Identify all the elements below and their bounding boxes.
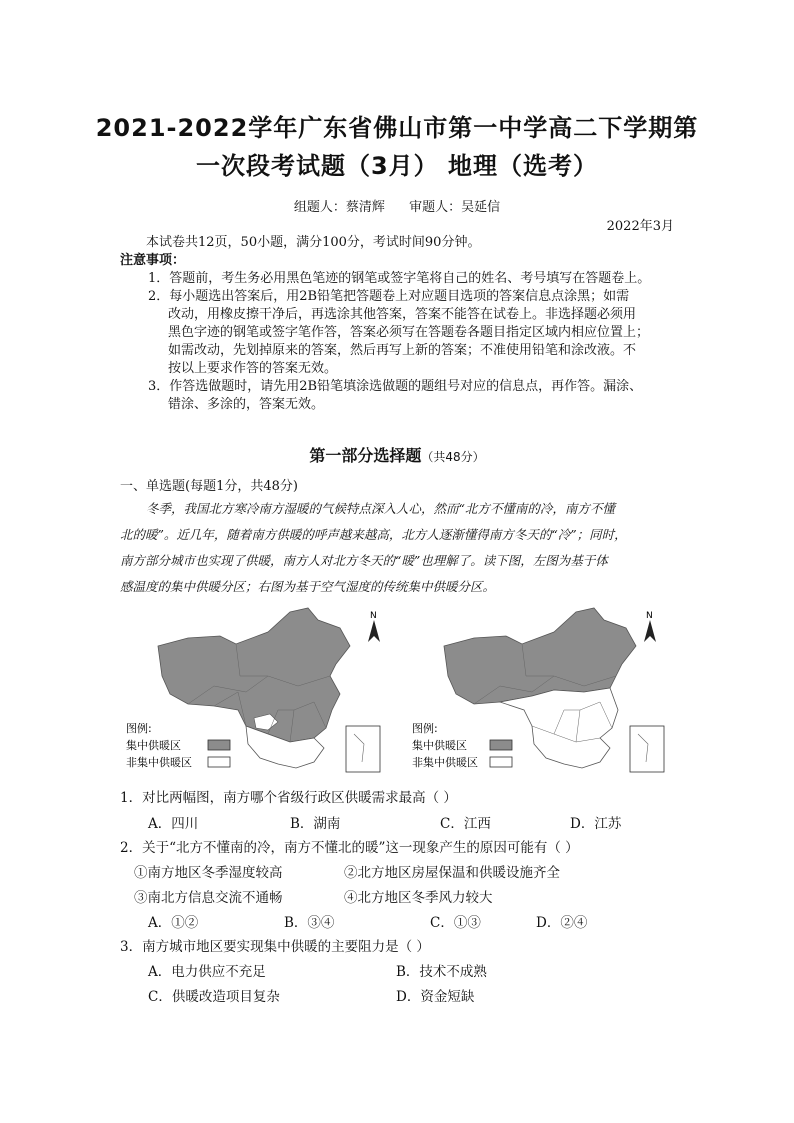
question-1-option-b[interactable]: B．湖南 bbox=[290, 816, 341, 832]
section-title-text: 第一部分选择题 bbox=[309, 446, 422, 465]
notice-line: 3．作答选做题时，请先用2B铅笔填涂选做题的题组号对应的信息点，再作答。漏涂、 bbox=[148, 379, 643, 394]
notice-line: 改动，用橡皮擦干净后，再选涂其他答案，答案不能答在试卷上。非选择题必须用 bbox=[168, 307, 637, 322]
question-2-statement-3: ③南北方信息交流不通畅 bbox=[134, 890, 283, 906]
authors-line bbox=[0, 196, 794, 215]
section-title bbox=[0, 443, 794, 466]
legend-title: 图例: bbox=[412, 722, 438, 735]
legend-central-label: 集中供暖区 bbox=[412, 739, 467, 752]
north-arrow bbox=[644, 611, 656, 642]
question-1-option-c[interactable]: C．江西 bbox=[440, 816, 491, 832]
question-2-option-c[interactable]: C．①③ bbox=[430, 915, 481, 931]
exam-date: 2022年3月 bbox=[606, 219, 674, 234]
left-heating-map bbox=[118, 606, 408, 778]
notice-line: 如需改动，先划掉原来的答案，然后再写上新的答案；不准使用铅笔和涂改液。不 bbox=[168, 343, 637, 358]
notice-heading: 注意事项： bbox=[120, 253, 186, 268]
south-china-sea-inset bbox=[630, 726, 664, 772]
question-3-option-c[interactable]: C．供暖改造项目复杂 bbox=[148, 989, 280, 1005]
question-2-statement-4: ④北方地区冬季风力较大 bbox=[344, 890, 493, 906]
question-2-option-d[interactable]: D．②④ bbox=[536, 915, 588, 931]
north-label: N bbox=[646, 611, 653, 621]
legend-non-central-label: 非集中供暖区 bbox=[412, 756, 478, 769]
legend-central-swatch bbox=[208, 740, 230, 750]
exam-title-line2: 一次段考试题（3月） 地理（选考） bbox=[195, 152, 599, 180]
legend-title: 图例: bbox=[126, 722, 152, 735]
legend-non-central-swatch bbox=[490, 757, 512, 767]
south-china-sea-inset bbox=[346, 726, 380, 772]
notice-line: 错涂、多涂的，答案无效。 bbox=[168, 397, 325, 412]
question-2-statement-2: ②北方地区房屋保温和供暖设施齐全 bbox=[344, 865, 560, 881]
question-3-option-b[interactable]: B．技术不成熟 bbox=[396, 964, 487, 980]
question-1-option-d[interactable]: D．江苏 bbox=[570, 816, 622, 832]
north-arrow bbox=[368, 611, 380, 642]
passage-line: 南方部分城市也实现了供暖，南方人对北方冬天的“暖”也理解了。读下图，左图为基于体 bbox=[120, 553, 608, 568]
non-central-heating-region bbox=[500, 688, 618, 768]
legend-central-swatch bbox=[490, 740, 512, 750]
question-1-stem: 1．对比两幅图，南方哪个省级行政区供暖需求最高（ ） bbox=[120, 790, 457, 806]
setter-name: 组题人：蔡清辉 bbox=[293, 200, 385, 215]
section-subheading: 一、单选题(每题1分，共48分) bbox=[120, 479, 298, 494]
north-label: N bbox=[370, 611, 377, 621]
question-2-statement-1: ①南方地区冬季湿度较高 bbox=[134, 865, 283, 881]
section-score: （共48分） bbox=[421, 450, 485, 464]
right-heating-map bbox=[404, 606, 694, 778]
question-2-option-a[interactable]: A．①② bbox=[148, 915, 199, 931]
legend-non-central-label: 非集中供暖区 bbox=[126, 756, 192, 769]
notice-line: 按以上要求作答的答案无效。 bbox=[168, 361, 338, 376]
passage-line: 冬季，我国北方寒冷南方湿暖的气候特点深入人心，然而“北方不懂南的冷，南方不懂 bbox=[146, 501, 615, 516]
legend-central-label: 集中供暖区 bbox=[126, 739, 181, 752]
notice-line: 1．答题前，考生务必用黑色笔迹的钢笔或签字笔将自己的姓名、考号填写在答题卷上。 bbox=[148, 271, 651, 286]
central-heating-region bbox=[158, 608, 350, 742]
intro-text: 本试卷共12页，50小题，满分100分，考试时间90分钟。 bbox=[146, 235, 481, 250]
question-2-option-b[interactable]: B．③④ bbox=[284, 915, 335, 931]
question-3-stem: 3．南方城市地区要实现集中供暖的主要阻力是（ ） bbox=[120, 939, 430, 955]
question-3-option-a[interactable]: A．电力供应不充足 bbox=[148, 964, 266, 980]
legend-non-central-swatch bbox=[208, 757, 230, 767]
exam-title-line1: 2021-2022学年广东省佛山市第一中学高二下学期第 bbox=[95, 114, 699, 142]
notice-line: 2．每小题选出答案后，用2B铅笔把答题卷上对应题目选项的答案信息点涂黑；如需 bbox=[148, 289, 630, 304]
question-2-stem: 2．关于“北方不懂南的冷，南方不懂北的暖”这一现象产生的原因可能有（ ） bbox=[120, 840, 579, 856]
notice-line: 黑色字迹的钢笔或签字笔作答，答案必须写在答题卷各题目指定区域内相应位置上； bbox=[168, 325, 650, 340]
passage-line: 感温度的集中供暖分区；右图为基于空气湿度的传统集中供暖分区。 bbox=[120, 579, 496, 594]
question-1-option-a[interactable]: A．四川 bbox=[148, 816, 199, 832]
passage-line: 北的暖”。近几年，随着南方供暖的呼声越来越高，北方人逐渐懂得南方冬天的“冷”；同时， bbox=[120, 527, 627, 542]
reviewer-name: 审题人：吴延信 bbox=[409, 200, 501, 215]
question-3-option-d[interactable]: D．资金短缺 bbox=[396, 989, 475, 1005]
